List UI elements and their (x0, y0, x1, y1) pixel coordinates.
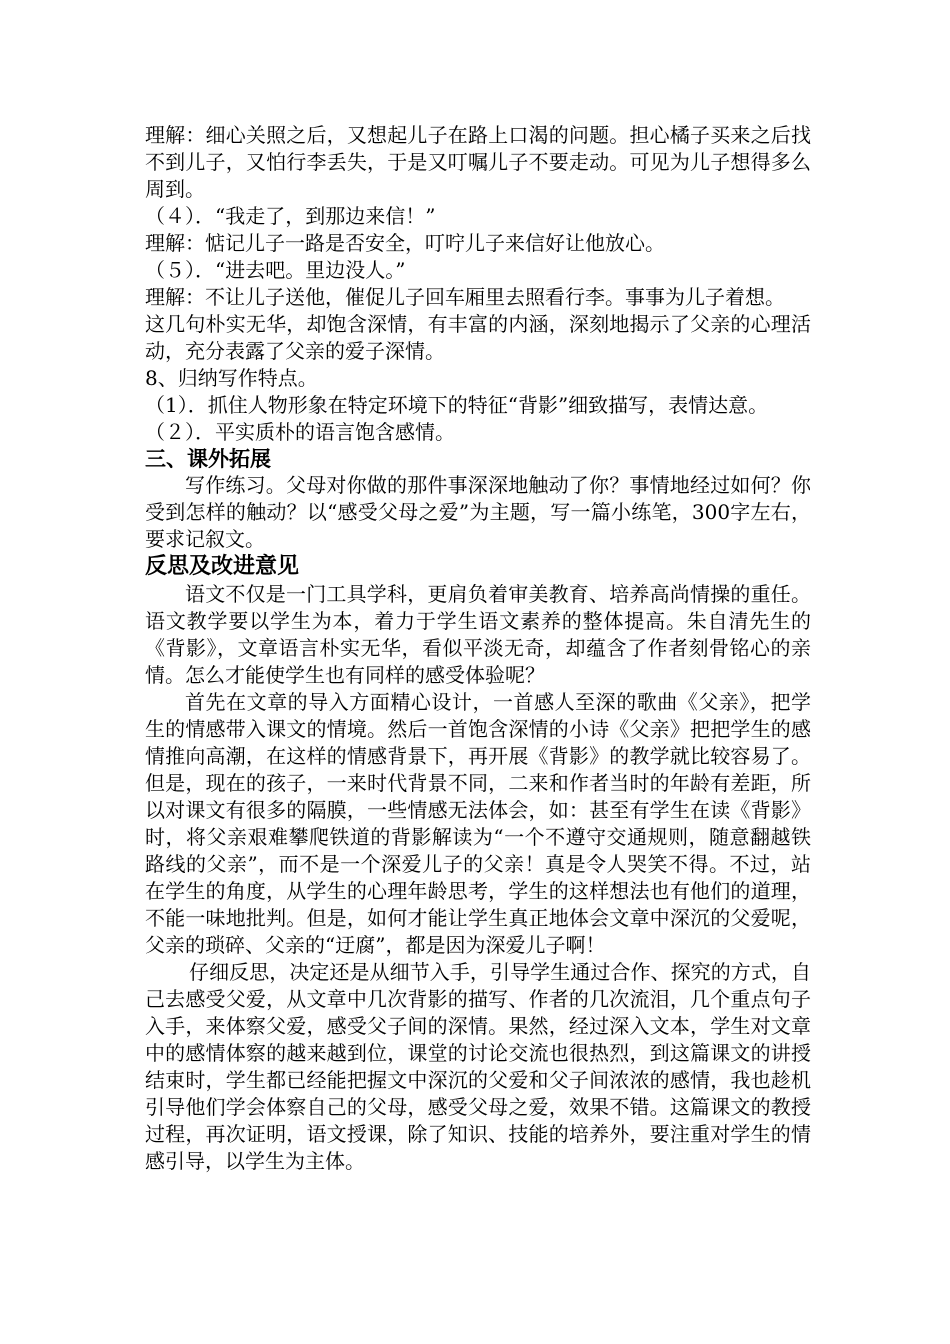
section-heading-extension: 三、课外拓展 (145, 447, 271, 471)
writing-feature-2: （２）．平实质朴的语言饱含感情。 (145, 420, 455, 444)
paragraph-reflection-1: 语文不仅是一门工具学科，更肩负着审美教育、培养高尚情操的重任。语文教学要以学生为本，着力于学生语文素养的整体提高。朱自清先生的《背影》，文章语言朴实无华，看似平淡无奇，却蕴含了作者刻骨铭心的亲情。怎么才能使学生也有同样的感受体验呢？ (145, 582, 811, 687)
paragraph-reflection-3: 仔细反思，决定还是从细节入手，引导学生通过合作、探究的方式，自己去感受父爱，从文章中几次背影的描写、作者的几次流泪，几个重点句子入手，来体察父爱，感受父子间的深情。果然，经过深入文本，学生对文章中的感情体察的越来越到位，课堂的讨论交流也很热烈，到这篇课文的讲授结束时，学生都已经能把握文中深沉的父爱和父子间浓浓的感情，我也趁机引导他们学会体察自己的父母，感受父母之爱，效果不错。这篇课文的教授过程，再次证明，语文授课，除了知识、技能的培养外，要注重对学生的情感引导，以学生为主体。 (145, 960, 811, 1173)
section-item-8: 8、归纳写作特点。 (145, 366, 318, 390)
writing-feature-1: （1）．抓住人物形象在特定环境下的特征“背影”细致描写，表情达意。 (145, 393, 769, 417)
document-page (145, 122, 811, 1175)
paragraph-understanding-4: 理解：惦记儿子一路是否安全，叮咛儿子来信好让他放心。 (145, 231, 665, 255)
paragraph-understanding-3: 理解：细心关照之后，又想起儿子在路上口渴的问题。担心橘子买来之后找不到儿子，又怕行李丢失，于是又叮嘱儿子不要走动。可见为儿子想得多么周到。 (145, 123, 811, 201)
paragraph-understanding-5: 理解：不让儿子送他，催促儿子回车厢里去照看行李。事事为儿子着想。 (145, 285, 785, 309)
section-heading-reflection: 反思及改进意见 (145, 554, 300, 579)
quote-4: （４）．“我走了，到那边来信！” (145, 204, 436, 228)
quote-5: （５）．“进去吧。里边没人。” (145, 258, 406, 282)
paragraph-reflection-2: 首先在文章的导入方面精心设计，一首感人至深的歌曲《父亲》，把学生的情感带入课文的情境。然后一首饱含深情的小诗《父亲》把把学生的感情推向高潮，在这样的情感背景下，再开展《背影》的教学就比较容易了。但是，现在的孩子，一来时代背景不同，二来和作者当时的年龄有差距，所以对课文有很多的隔膜，一些情感无法体会，如：甚至有学生在读《背影》时，将父亲艰难攀爬铁道的背影解读为“一个不遵守交通规则，随意翻越铁路线的父亲”，而不是一个深爱儿子的父亲！真是令人哭笑不得。不过，站在学生的角度，从学生的心理年龄思考，学生的这样想法也有他们的道理，不能一味地批判。但是，如何才能让学生真正地体会文章中深沉的父爱呢，父亲的琐碎、父亲的“迂腐”，都是因为深爱儿子啊！ (145, 690, 811, 957)
paragraph-summary: 这几句朴实无华，却饱含深情，有丰富的内涵，深刻地揭示了父亲的心理活动，充分表露了父亲的爱子深情。 (145, 312, 811, 363)
paragraph-writing-exercise: 写作练习。父母对你做的那件事深深地触动了你？事情地经过如何？你受到怎样的触动？以“感受父母之爱”为主题，写一篇小练笔，300字左右，要求记叙文。 (145, 473, 811, 551)
